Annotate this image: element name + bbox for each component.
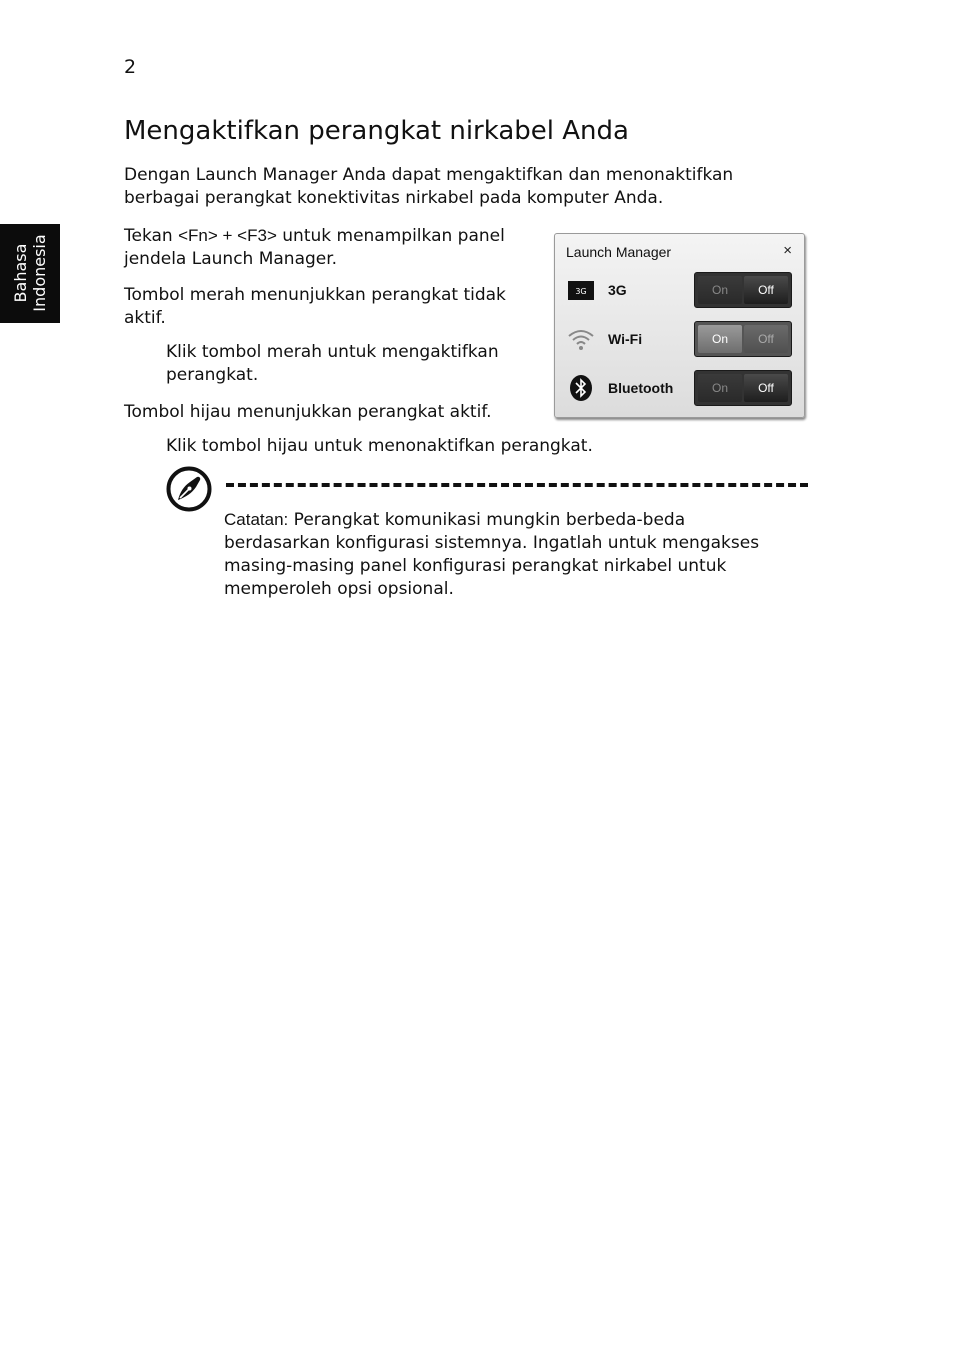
red-action-paragraph: Klik tombol merah untuk mengaktifkan perangkat.: [166, 342, 499, 385]
toggle-wifi-off[interactable]: Off: [744, 325, 788, 353]
page-number: 2: [124, 56, 137, 78]
toggle-bluetooth[interactable]: [694, 370, 792, 406]
note-paragraph: [224, 508, 784, 601]
device-label-3g: 3G: [608, 282, 627, 298]
toggle-3g-on[interactable]: On: [698, 276, 742, 304]
wifi-icon: [567, 326, 595, 352]
toggle-bluetooth-on[interactable]: On: [698, 374, 742, 402]
side-tab-line2: Indonesia: [30, 234, 49, 312]
note-pen-icon: [166, 466, 212, 512]
svg-text:3G: 3G: [575, 287, 587, 296]
note-body: Perangkat komunikasi mungkin berbeda-beda berdasarkan konfigurasi sistemnya. Ingatlah untuk mengakses masing-masing panel konfigurasi perangkat nirkabel untuk memperoleh opsi opsional.: [224, 510, 760, 599]
red-button-paragraph: Tombol merah menunjukkan perangkat tidak aktif.: [124, 285, 506, 328]
launch-manager-panel: [554, 233, 805, 418]
intro-paragraph: Dengan Launch Manager Anda dapat mengaktifkan dan menonaktifkan berbagai perangkat konektivitas nirkabel pada komputer Anda.: [124, 165, 734, 208]
3g-icon: [567, 277, 595, 303]
note-divider: [226, 483, 808, 487]
toggle-3g[interactable]: [694, 272, 792, 308]
side-tab-line1: Bahasa: [11, 243, 30, 303]
device-label-wifi: Wi-Fi: [608, 331, 643, 347]
green-button-paragraph: Tombol hijau menunjukkan perangkat aktif.: [124, 402, 492, 422]
toggle-3g-off[interactable]: Off: [744, 276, 788, 304]
close-icon[interactable]: ×: [783, 242, 792, 259]
toggle-wifi[interactable]: [694, 321, 792, 357]
toggle-wifi-on[interactable]: On: [698, 325, 742, 353]
note-label: Catatan:: [224, 510, 289, 529]
instruction-suffix: untuk menampilkan panel jendela Launch Manager.: [124, 226, 505, 269]
instruction-keys: <Fn> + <F3>: [178, 226, 277, 245]
device-label-bluetooth: Bluetooth: [608, 380, 674, 396]
green-action-paragraph: Klik tombol hijau untuk menonaktifkan perangkat.: [166, 436, 593, 456]
toggle-bluetooth-off[interactable]: Off: [744, 374, 788, 402]
launch-manager-title: Launch Manager: [566, 244, 672, 260]
instruction-prefix: Tekan: [124, 226, 179, 246]
instruction-paragraph: [124, 224, 534, 271]
device-row-bluetooth: [555, 370, 804, 406]
language-side-tab: [0, 224, 60, 323]
device-row-wifi: [555, 321, 804, 357]
page-title: Mengaktifkan perangkat nirkabel Anda: [124, 116, 629, 146]
bluetooth-icon: [567, 375, 595, 401]
device-row-3g: [555, 272, 804, 308]
